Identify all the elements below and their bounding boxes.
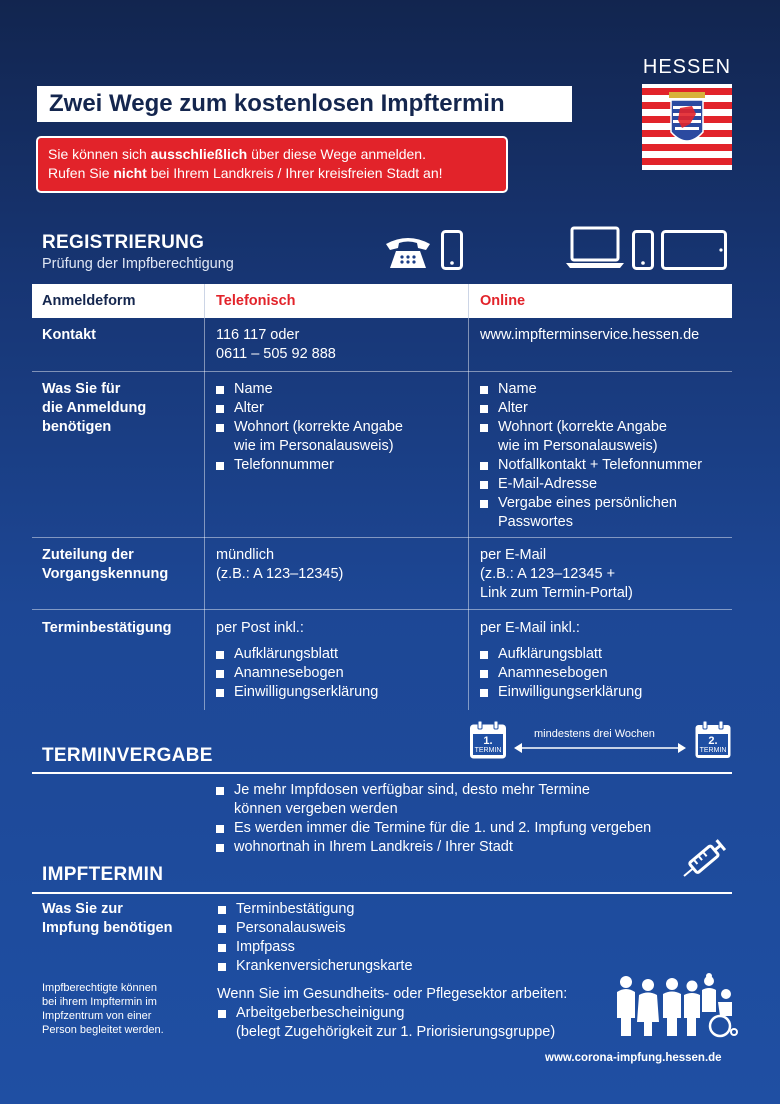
list-item: Anamnesebogen	[479, 664, 642, 683]
code-online	[480, 546, 633, 603]
note-line: Person begleitet werden.	[42, 1024, 164, 1036]
list-item	[215, 781, 715, 819]
list-item-text: wie im Personalausweis)	[498, 438, 658, 454]
cell-line: (z.B.: A 123–12345)	[216, 566, 344, 582]
list-item: Name	[479, 380, 739, 399]
col-divider	[468, 284, 469, 318]
list-item: Alter	[479, 399, 739, 418]
people-icon	[614, 972, 738, 1038]
calendar-label: TERMIN	[699, 747, 727, 754]
row-label-line: Was Sie zur	[42, 901, 123, 917]
allocation-list	[215, 781, 715, 857]
list-item: Anamnesebogen	[215, 664, 378, 683]
list-item: Es werden immer die Termine für die 1. und 2. Impfung vergeben	[215, 819, 715, 838]
phone-icon	[384, 232, 432, 272]
crest-icon	[642, 84, 732, 170]
laptop-icon	[565, 226, 625, 270]
row-label-confirmation: Terminbestätigung	[42, 620, 172, 636]
calendar-number: 2.	[708, 735, 718, 747]
warning-emphasis: nicht	[113, 165, 147, 181]
note-line: Impfberechtigte können	[42, 982, 157, 994]
warning-text: Rufen Sie	[48, 165, 114, 181]
allocation-title: TERMINVERGABE	[42, 745, 213, 766]
row-divider	[32, 609, 732, 610]
list-item: Personalausweis	[217, 919, 413, 938]
cell-line: (z.B.: A 123–12345 +	[480, 566, 616, 582]
smartphone-icon	[441, 230, 463, 270]
calendar-label: TERMIN	[474, 747, 502, 754]
needs-phone-list	[215, 380, 460, 475]
row-label-line: Vorgangskennung	[42, 566, 169, 582]
cell-line: Link zum Termin-Portal)	[480, 585, 633, 601]
list-item: Notfallkontakt + Telefonnummer	[479, 456, 739, 475]
list-item: Aufklärungsblatt	[479, 645, 642, 664]
health-sector-text: Wenn Sie im Gesundheits- oder Pflegesektor arbeiten:	[217, 986, 568, 1002]
confirmation-phone-intro: per Post inkl.:	[216, 620, 304, 636]
row-divider	[32, 371, 732, 372]
col-header-online: Online	[480, 293, 526, 309]
list-item: Impfpass	[217, 938, 413, 957]
list-item-text: Arbeitgeberbescheinigung	[236, 1005, 405, 1021]
row-label-appointment-needs	[42, 900, 172, 938]
page-title: Zwei Wege zum kostenlosen Impftermin	[37, 86, 572, 122]
list-item-text: Wohnort (korrekte Angabe	[234, 419, 403, 435]
list-item	[479, 494, 739, 532]
warning-box	[36, 136, 508, 193]
list-item-text: (belegt Zugehörigkeit zur 1. Priorisierungsgruppe)	[236, 1024, 556, 1040]
list-item-text: wie im Personalausweis)	[234, 438, 394, 454]
list-item: Einwilligungserklärung	[215, 683, 378, 702]
list-item: Terminbestätigung	[217, 900, 413, 919]
list-item-text: Wohnort (korrekte Angabe	[498, 419, 667, 435]
confirmation-phone-list	[215, 645, 378, 702]
companion-note	[42, 981, 164, 1037]
row-label-code	[42, 546, 168, 584]
list-item: wohnortnah in Ihrem Landkreis / Ihrer Stadt	[215, 838, 715, 857]
list-item	[217, 1004, 555, 1042]
row-label-contact: Kontakt	[42, 327, 96, 343]
code-phone	[216, 546, 343, 584]
contact-phone-line: 116 117 oder	[216, 327, 300, 343]
list-item	[215, 418, 460, 456]
row-label-line: Was Sie für	[42, 381, 121, 397]
contact-online-url: www.impfterminservice.hessen.de	[480, 327, 700, 343]
list-item: Krankenversicherungskarte	[217, 957, 413, 976]
contact-phone	[216, 326, 336, 364]
list-item-text: Je mehr Impfdosen verfügbar sind, desto mehr Termine	[234, 782, 590, 798]
row-label-line: Impfung benötigen	[42, 920, 173, 936]
tablet-icon	[661, 230, 727, 270]
registration-subtitle: Prüfung der Impfberechtigung	[42, 256, 234, 272]
row-label-line: benötigen	[42, 419, 112, 435]
syringe-icon	[676, 832, 734, 886]
list-item	[479, 418, 739, 456]
col-header-form: Anmeldeform	[42, 293, 136, 309]
list-item: E-Mail-Adresse	[479, 475, 739, 494]
cell-line: per E-Mail	[480, 547, 547, 563]
col-divider	[204, 284, 205, 318]
list-item-text: Passwortes	[498, 514, 573, 530]
col-divider	[204, 318, 205, 710]
registration-title: REGISTRIERUNG	[42, 232, 205, 253]
interval-label: mindestens drei Wochen	[534, 728, 655, 740]
health-sector-list	[217, 1004, 555, 1042]
warning-text: über diese Wege anmelden.	[247, 146, 426, 162]
row-label-needs	[42, 380, 146, 437]
list-item: Einwilligungserklärung	[479, 683, 642, 702]
warning-emphasis: ausschließlich	[150, 146, 248, 162]
needs-online-list	[479, 380, 739, 532]
confirmation-online-list	[479, 645, 642, 702]
confirmation-online-intro: per E-Mail inkl.:	[480, 620, 580, 636]
footer-url[interactable]: www.corona-impfung.hessen.de	[545, 1052, 722, 1064]
list-item: Aufklärungsblatt	[215, 645, 378, 664]
table-header	[32, 284, 732, 318]
col-header-phone: Telefonisch	[216, 293, 296, 309]
state-name: HESSEN	[642, 56, 732, 78]
row-label-line: Zuteilung der	[42, 547, 134, 563]
smartphone-icon	[632, 230, 654, 270]
cell-line: mündlich	[216, 547, 275, 563]
arrow-icon	[514, 741, 686, 755]
note-line: Impfzentrum von einer	[42, 1010, 152, 1022]
row-divider	[32, 537, 732, 538]
list-item: Name	[215, 380, 460, 399]
list-item-text: können vergeben werden	[234, 801, 398, 817]
col-divider	[468, 318, 469, 710]
note-line: bei ihrem Impftermin im	[42, 996, 157, 1008]
list-item: Alter	[215, 399, 460, 418]
section-divider	[32, 892, 732, 894]
warning-text: Sie können sich	[48, 146, 151, 162]
list-item: Telefonnummer	[215, 456, 460, 475]
row-label-line: die Anmeldung	[42, 400, 147, 416]
calendar-number: 1.	[483, 735, 493, 747]
warning-text: bei Ihrem Landkreis / Ihrer kreisfreien Stadt an!	[146, 165, 443, 181]
contact-phone-number: 0611 – 505 92 888	[216, 346, 336, 362]
appointment-title: IMPFTERMIN	[42, 864, 164, 885]
section-divider	[32, 772, 732, 774]
appointment-needs-list	[217, 900, 413, 976]
list-item-text: Vergabe eines persönlichen	[498, 495, 677, 511]
